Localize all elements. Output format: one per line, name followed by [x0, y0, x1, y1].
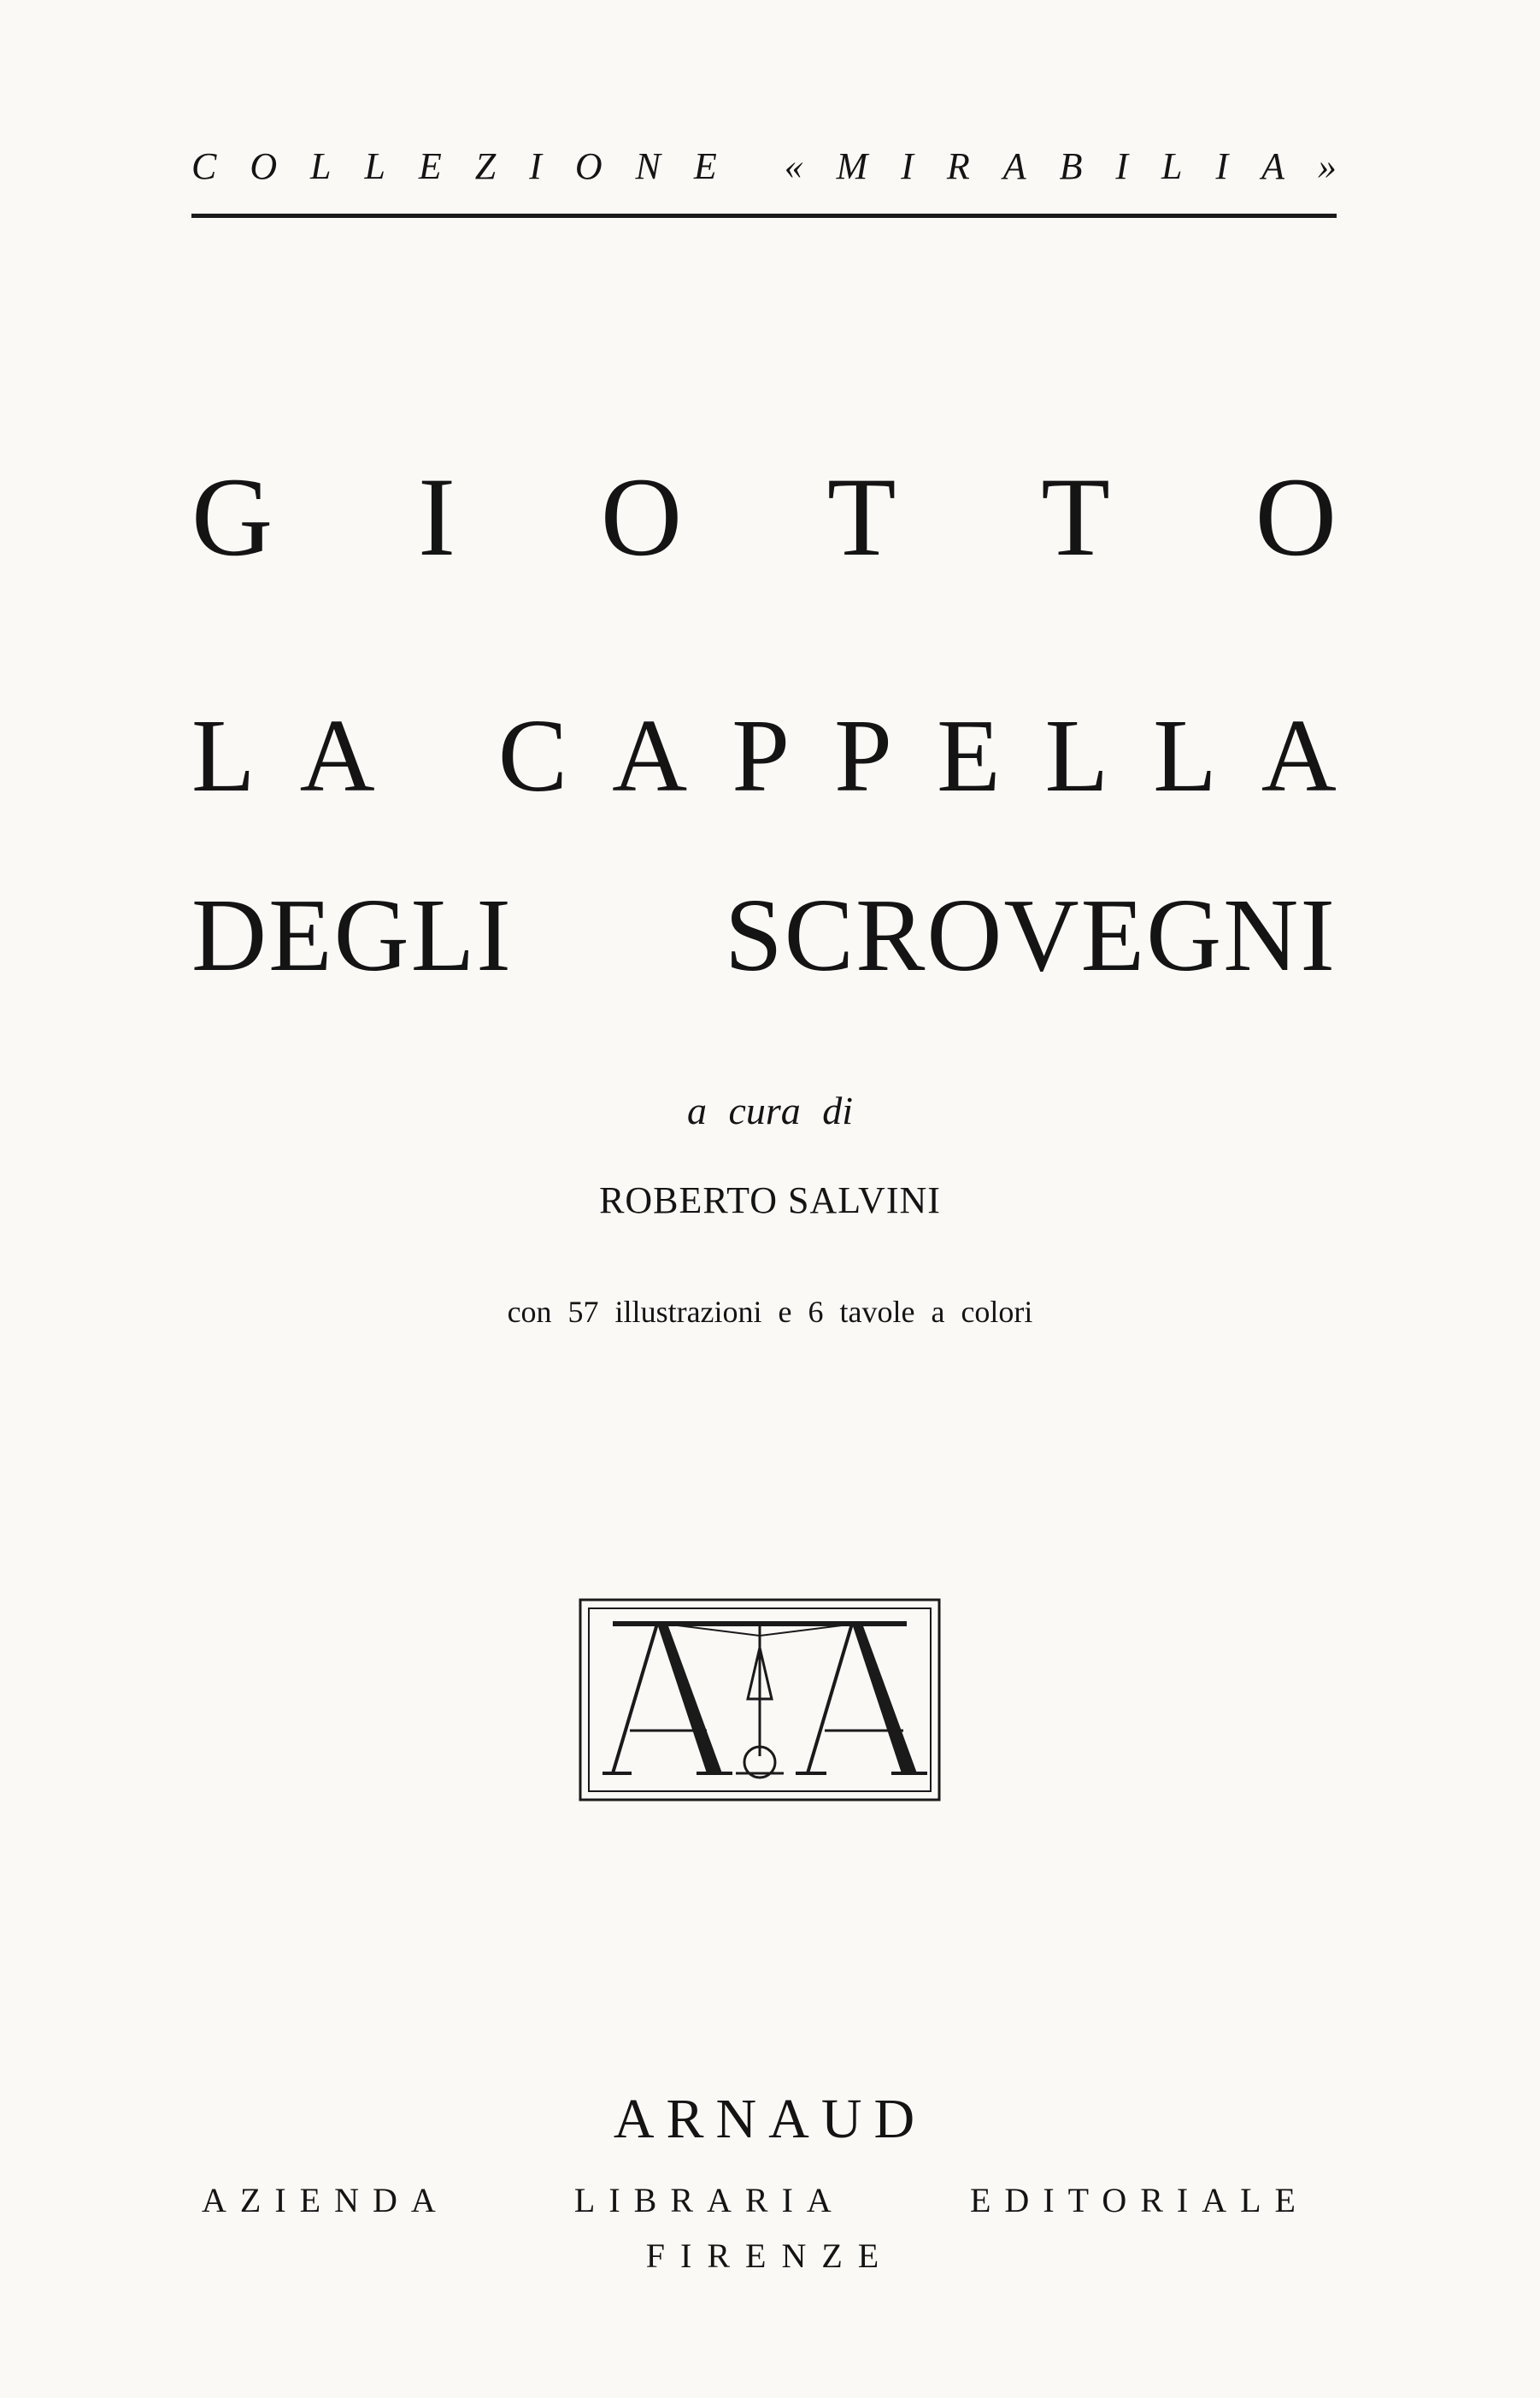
series-letter: O [574, 145, 602, 187]
curated-by-label: a cura di [686, 1089, 854, 1132]
editor-name: ROBERTO SALVINI [599, 1179, 941, 1221]
author-letter: G [191, 454, 273, 579]
series-letter: « [784, 145, 803, 187]
publisher-word: EDITORIALE [970, 2181, 1309, 2219]
series-letter: M [836, 145, 868, 187]
header-rule [191, 214, 1337, 218]
illustrations-note: con 57 illustrazioni e 6 tavole a colori [507, 1295, 1033, 1329]
title-letter: L [1153, 698, 1217, 814]
publisher-name: ARNAUD [613, 2088, 927, 2150]
publisher-city: FIRENZE [645, 2236, 895, 2275]
title-letter: L [191, 698, 256, 814]
title-letter: P [834, 698, 893, 814]
author-letter: T [1041, 454, 1110, 579]
book-title-line-2-text: DEGLI SCROVEGNI [191, 878, 1337, 993]
series-letter: » [1317, 145, 1337, 187]
publisher-monogram-aa-icon [579, 1598, 941, 1801]
series-letter: E [418, 145, 442, 187]
title-letter: L [1044, 698, 1109, 814]
title-letter: A [1261, 698, 1337, 814]
title-letter: A [299, 698, 375, 814]
series-letter: C [191, 145, 217, 187]
title-letter: A [612, 698, 688, 814]
publisher-description [202, 2175, 1309, 2226]
publisher-word: AZIENDA [202, 2181, 450, 2219]
series-letter: A [1002, 145, 1026, 187]
title-letter: C [497, 698, 568, 814]
publisher-word: LIBRARIA [573, 2181, 845, 2219]
series-letter: B [1059, 145, 1083, 187]
title-letter: P [732, 698, 791, 814]
author-letter: O [1255, 454, 1337, 579]
series-letter: L [1161, 145, 1183, 187]
series-letter: I [529, 145, 542, 187]
series-letter: R [946, 145, 970, 187]
book-title-line-1 [191, 698, 1337, 814]
series-letter: L [364, 145, 385, 187]
series-letter: A [1261, 145, 1284, 187]
series-letter: Z [474, 145, 497, 187]
series-letter: E [693, 145, 717, 187]
author-letter: T [826, 454, 896, 579]
series-letter: I [1115, 145, 1129, 187]
series-letter: N [635, 145, 661, 187]
series-letter: I [901, 145, 914, 187]
author-letter: O [600, 454, 683, 579]
author-letter: I [418, 454, 456, 579]
author-name [191, 454, 1337, 579]
series-title [191, 137, 1337, 197]
series-letter: I [1215, 145, 1229, 187]
series-letter: O [250, 145, 278, 187]
book-title-line-2 [191, 880, 1337, 991]
title-letter: E [937, 698, 1001, 814]
series-letter: L [310, 145, 332, 187]
